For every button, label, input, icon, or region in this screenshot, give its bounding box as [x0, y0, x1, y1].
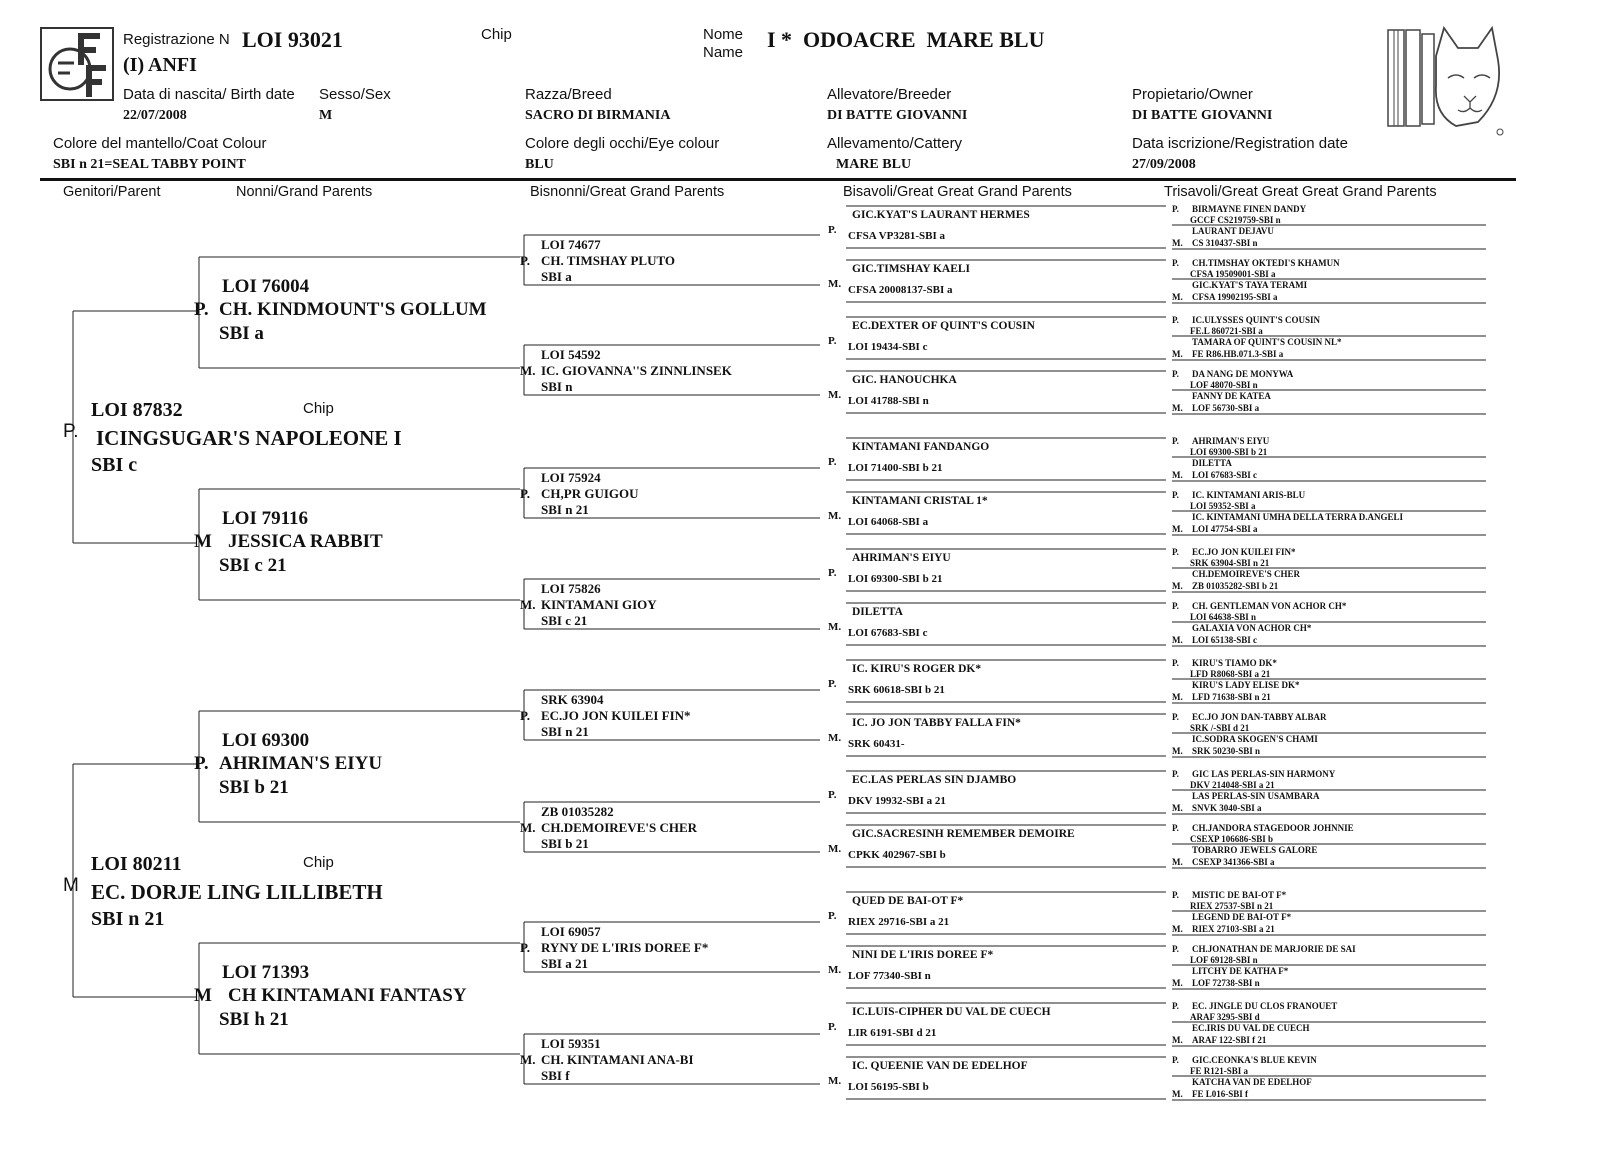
ggggp-dam-code: FE L016-SBI f — [1192, 1089, 1249, 1099]
grandparent-role: P. — [194, 753, 209, 774]
ggggp-dam-name: TAMARA OF QUINT'S COUSIN NL* — [1192, 337, 1342, 347]
ggggp-dam-name: FANNY DE KATEA — [1192, 391, 1271, 401]
cat-name: I * ODOACRE MARE BLU — [767, 27, 1045, 52]
parent-name: ICINGSUGAR'S NAPOLEONE I — [96, 426, 402, 450]
ggggp-sire-name: CH.JONATHAN DE MARJORIE DE SAI — [1192, 944, 1356, 954]
parent-color: SBI n 21 — [91, 908, 165, 930]
ggggp-dam-code: FE R86.HB.071.3-SBI a — [1192, 349, 1284, 359]
gggp-name: GIC.KYAT'S LAURANT HERMES — [852, 209, 1030, 221]
gggp-name: NINI DE L'IRIS DOREE F* — [852, 949, 994, 961]
ggp-reg-number: LOI 59351 — [541, 1036, 601, 1051]
gggp-name: GIC.TIMSHAY KAELI — [852, 263, 971, 275]
ggp-reg-number: SRK 63904 — [541, 692, 604, 707]
grandparent-name: AHRIMAN'S EIYU — [219, 753, 383, 774]
ggggp-sire-name: IC. KINTAMANI ARIS-BLU — [1192, 490, 1306, 500]
ggp-name: CH,PR GUIGOU — [541, 486, 639, 501]
ggggp-dam-role: M. — [1172, 1035, 1183, 1045]
ggggp-sire-code: LOI 69300-SBI b 21 — [1190, 447, 1268, 457]
grandparent-color: SBI b 21 — [219, 777, 289, 798]
ggp-name: EC.JO JON KUILEI FIN* — [541, 708, 691, 723]
parent-name: EC. DORJE LING LILLIBETH — [91, 880, 383, 904]
ggggp-sire-code: FE R121-SBI a — [1190, 1066, 1249, 1076]
ggggp-sire-code: ARAF 3295-SBI d — [1190, 1012, 1260, 1022]
gggp-role: P. — [828, 456, 837, 468]
sex-value: M — [319, 108, 333, 123]
ggggp-dam-role: M. — [1172, 924, 1183, 934]
ggggp-sire-code: LOI 59352-SBI a — [1190, 501, 1256, 511]
ggggp-dam-role: M. — [1172, 746, 1183, 756]
cattery-label: Allevamento/Cattery — [827, 135, 963, 152]
eye-colour-label: Colore degli occhi/Eye colour — [525, 135, 720, 152]
registration-date-label: Data iscrizione/Registration date — [1132, 135, 1348, 152]
gggp-role: M. — [828, 732, 842, 744]
ggggp-sire-name: DA NANG DE MONYWA — [1192, 369, 1294, 379]
ggggp-sire-code: CFSA 19509001-SBI a — [1190, 269, 1276, 279]
owner-label: Propietario/Owner — [1132, 86, 1253, 103]
ggp-reg-number: LOI 69057 — [541, 924, 601, 939]
ggggp-dam-code: SNVK 3040-SBI a — [1192, 803, 1262, 813]
ggp-color: SBI n — [541, 379, 573, 394]
gggp-reg-number: LOI 67683-SBI c — [848, 627, 928, 639]
grandparent-name: JESSICA RABBIT — [228, 531, 383, 552]
gggp-role: P. — [828, 224, 837, 236]
ggggp-dam-role: M. — [1172, 292, 1183, 302]
ggggp-sire-role: P. — [1172, 436, 1179, 446]
ggggp-sire-role: P. — [1172, 712, 1179, 722]
ggggp-sire-role: P. — [1172, 1055, 1179, 1065]
ggggp-dam-code: LOI 47754-SBI a — [1192, 524, 1258, 534]
ggggp-sire-name: GIC LAS PERLAS-SIN HARMONY — [1192, 769, 1336, 779]
grandparent-reg-number: LOI 76004 — [222, 276, 310, 297]
gggp-reg-number: CPKK 402967-SBI b — [848, 849, 946, 861]
ggp-reg-number: LOI 75826 — [541, 581, 601, 596]
gggp-role: P. — [828, 1021, 837, 1033]
name-label-it: Nome — [703, 26, 744, 43]
registration-label: Registrazione N — [123, 31, 230, 48]
ggggp-dam-name: CH.DEMOIREVE'S CHER — [1192, 569, 1301, 579]
gggp-reg-number: LOI 41788-SBI n — [848, 395, 929, 407]
ggggp-dam-name: LEGEND DE BAI-OT F* — [1192, 912, 1292, 922]
birth-date-label: Data di nascita/ Birth date — [123, 86, 295, 103]
coat-colour-value: SBI n 21=SEAL TABBY POINT — [53, 157, 246, 172]
breeder-value: DI BATTE GIOVANNI — [827, 108, 968, 123]
parent-reg-number: LOI 87832 — [91, 399, 183, 421]
ggggp-dam-role: M. — [1172, 403, 1183, 413]
gggp-name: DILETTA — [852, 606, 903, 618]
ggp-color: SBI n 21 — [541, 724, 589, 739]
ggggp-dam-code: CFSA 19902195-SBI a — [1192, 292, 1278, 302]
ggggp-sire-name: AHRIMAN'S EIYU — [1192, 436, 1270, 446]
ggp-color: SBI c 21 — [541, 613, 588, 628]
ggggp-sire-role: P. — [1172, 1001, 1179, 1011]
grandparent-color: SBI h 21 — [219, 1009, 289, 1030]
ggggp-dam-name: DILETTA — [1192, 458, 1232, 468]
owner-value: DI BATTE GIOVANNI — [1132, 108, 1273, 123]
ggp-name: IC. GIOVANNA''S ZINNLINSEK — [541, 363, 732, 378]
ggggp-dam-code: LOF 72738-SBI n — [1192, 978, 1260, 988]
breed-label: Razza/Breed — [525, 86, 612, 103]
gggp-name: GIC. HANOUCHKA — [852, 374, 957, 386]
chip-label: Chip — [481, 26, 512, 43]
ggggp-sire-code: LFD R8068-SBI a 21 — [1190, 669, 1271, 679]
ggggp-sire-code: CSEXP 106686-SBI b — [1190, 834, 1274, 844]
registration-date-value: 27/09/2008 — [1132, 157, 1196, 172]
ggp-reg-number: ZB 01035282 — [541, 804, 614, 819]
ggp-role: M. — [520, 597, 536, 612]
ggggp-dam-role: M. — [1172, 692, 1183, 702]
ggp-name: CH. KINTAMANI ANA-BI — [541, 1052, 694, 1067]
gggp-role: M. — [828, 843, 842, 855]
ggggp-dam-code: SRK 50230-SBI n — [1192, 746, 1261, 756]
ggp-color: SBI n 21 — [541, 502, 589, 517]
gggp-role: M. — [828, 278, 842, 290]
ggggp-sire-code: SRK 63904-SBI n 21 — [1190, 558, 1270, 568]
gggp-reg-number: RIEX 29716-SBI a 21 — [848, 916, 950, 928]
ggggp-sire-name: EC. JINGLE DU CLOS FRANOUET — [1192, 1001, 1338, 1011]
ggp-color: SBI a 21 — [541, 956, 588, 971]
gggp-reg-number: LOI 19434-SBI c — [848, 341, 928, 353]
gggp-name: QUED DE BAI-OT F* — [852, 895, 964, 907]
parent-chip-label: Chip — [303, 854, 334, 871]
ggggp-dam-code: LFD 71638-SBI n 21 — [1192, 692, 1271, 702]
grandparent-color: SBI a — [219, 323, 264, 344]
column-header-parents: Genitori/Parent — [63, 184, 161, 200]
ggggp-dam-name: KATCHA VAN DE EDELHOF — [1192, 1077, 1312, 1087]
ggp-role: P. — [520, 253, 530, 268]
cattery-value: MARE BLU — [836, 157, 912, 172]
registration-sub: (I) ANFI — [123, 54, 197, 76]
grandparent-role: P. — [194, 299, 209, 320]
ggggp-sire-name: CH.JANDORA STAGEDOOR JOHNNIE — [1192, 823, 1354, 833]
gggp-role: P. — [828, 910, 837, 922]
gggp-reg-number: LOI 69300-SBI b 21 — [848, 573, 943, 585]
gggp-role: P. — [828, 678, 837, 690]
ggggp-sire-role: P. — [1172, 601, 1179, 611]
gggp-role: P. — [828, 335, 837, 347]
gggp-name: IC.LUIS-CIPHER DU VAL DE CUECH — [852, 1006, 1051, 1018]
ggp-name: RYNY DE L'IRIS DOREE F* — [541, 940, 709, 955]
ggp-role: M. — [520, 363, 536, 378]
gggp-reg-number: LOF 77340-SBI n — [848, 970, 931, 982]
parent-color: SBI c — [91, 454, 138, 476]
ggp-role: M. — [520, 820, 536, 835]
ggggp-dam-name: LITCHY DE KATHA F* — [1192, 966, 1289, 976]
ggp-name: KINTAMANI GIOY — [541, 597, 657, 612]
ggggp-sire-code: FE.L 860721-SBI a — [1190, 326, 1263, 336]
gggp-role: P. — [828, 567, 837, 579]
ggggp-sire-code: LOF 48070-SBI n — [1190, 380, 1258, 390]
ggp-name: CH.DEMOIREVE'S CHER — [541, 820, 698, 835]
sex-label: Sesso/Sex — [319, 86, 391, 103]
grandparent-color: SBI c 21 — [219, 555, 287, 576]
ggggp-dam-role: M. — [1172, 524, 1183, 534]
ggggp-dam-name: GALAXIA VON ACHOR CH* — [1192, 623, 1312, 633]
ggp-color: SBI f — [541, 1068, 570, 1083]
ggp-role: P. — [520, 708, 530, 723]
ggggp-sire-name: KIRU'S TIAMO DK* — [1192, 658, 1277, 668]
gggp-name: IC. JO JON TABBY FALLA FIN* — [852, 717, 1021, 729]
name-label-en: Name — [703, 44, 744, 61]
ggggp-dam-role: M. — [1172, 238, 1183, 248]
gggp-reg-number: SRK 60431- — [848, 738, 905, 750]
gggp-role: M. — [828, 1075, 842, 1087]
gggp-name: AHRIMAN'S EIYU — [852, 552, 951, 564]
gggp-name: IC. QUEENIE VAN DE EDELHOF — [852, 1060, 1028, 1072]
gggp-reg-number: LIR 6191-SBI d 21 — [848, 1027, 937, 1039]
ggggp-sire-code: SRK /-SBI d 21 — [1190, 723, 1250, 733]
gggp-name: EC.DEXTER OF QUINT'S COUSIN — [852, 320, 1035, 332]
ggggp-sire-code: LOI 64638-SBI n — [1190, 612, 1257, 622]
ggggp-sire-role: P. — [1172, 258, 1179, 268]
ggp-role: P. — [520, 940, 530, 955]
column-header-great-grandparents: Bisnonni/Great Grand Parents — [530, 184, 725, 200]
ggggp-sire-name: GIC.CEONKA'S BLUE KEVIN — [1192, 1055, 1317, 1065]
ggggp-dam-code: ARAF 122-SBI f 21 — [1192, 1035, 1267, 1045]
gggp-role: M. — [828, 510, 842, 522]
ggggp-sire-role: P. — [1172, 890, 1179, 900]
ggggp-sire-role: P. — [1172, 490, 1179, 500]
ggggp-sire-name: EC.JO JON DAN-TABBY ALBAR — [1192, 712, 1327, 722]
ggggp-sire-name: MISTIC DE BAI-OT F* — [1192, 890, 1287, 900]
ggggp-sire-role: P. — [1172, 769, 1179, 779]
birth-date-value: 22/07/2008 — [123, 108, 187, 123]
ggggp-dam-code: CSEXP 341366-SBI a — [1192, 857, 1275, 867]
ggp-color: SBI b 21 — [541, 836, 589, 851]
ggp-name: CH. TIMSHAY PLUTO — [541, 253, 676, 268]
ggggp-sire-name: EC.JO JON KUILEI FIN* — [1192, 547, 1296, 557]
grandparent-name: CH KINTAMANI FANTASY — [228, 985, 467, 1006]
ggggp-dam-name: KIRU'S LADY ELISE DK* — [1192, 680, 1300, 690]
grandparent-reg-number: LOI 69300 — [222, 730, 310, 751]
ggggp-sire-code: LOF 69128-SBI n — [1190, 955, 1258, 965]
ggggp-dam-role: M. — [1172, 1089, 1183, 1099]
ggggp-dam-name: TOBARRO JEWELS GALORE — [1192, 845, 1318, 855]
ggggp-dam-name: LAURANT DEJAVU — [1192, 226, 1274, 236]
coat-colour-label: Colore del mantello/Coat Colour — [53, 135, 267, 152]
ggggp-sire-role: P. — [1172, 944, 1179, 954]
gggp-reg-number: LOI 56195-SBI b — [848, 1081, 929, 1093]
gggp-name: IC. KIRU'S ROGER DK* — [852, 663, 982, 675]
grandparent-role: M — [194, 985, 212, 1006]
ggggp-sire-name: IC.ULYSSES QUINT'S COUSIN — [1192, 315, 1320, 325]
gggp-role: P. — [828, 789, 837, 801]
grandparent-reg-number: LOI 71393 — [222, 962, 310, 983]
gggp-name: GIC.SACRESINH REMEMBER DEMOIRE — [852, 828, 1075, 840]
ggggp-dam-code: LOF 56730-SBI a — [1192, 403, 1260, 413]
parent-role: M — [63, 875, 79, 896]
gggp-reg-number: SRK 60618-SBI b 21 — [848, 684, 945, 696]
ggggp-dam-role: M. — [1172, 581, 1183, 591]
ggggp-dam-name: GIC.KYAT'S TAYA TERAMI — [1192, 280, 1308, 290]
ggggp-dam-code: LOI 65138-SBI c — [1192, 635, 1258, 645]
ggp-reg-number: LOI 54592 — [541, 347, 601, 362]
gggp-role: M. — [828, 621, 842, 633]
ggggp-dam-role: M. — [1172, 803, 1183, 813]
gggp-name: KINTAMANI FANDANGO — [852, 441, 990, 453]
parent-reg-number: LOI 80211 — [91, 853, 182, 875]
grandparent-name: CH. KINDMOUNT'S GOLLUM — [219, 299, 487, 320]
gggp-name: KINTAMANI CRISTAL 1* — [852, 495, 988, 507]
gggp-reg-number: DKV 19932-SBI a 21 — [848, 795, 946, 807]
gggp-role: M. — [828, 389, 842, 401]
ggggp-dam-role: M. — [1172, 635, 1183, 645]
ggggp-sire-role: P. — [1172, 315, 1179, 325]
ggggp-sire-code: GCCF CS219759-SBI n — [1190, 215, 1281, 225]
ggggp-dam-name: LAS PERLAS-SIN USAMBARA — [1192, 791, 1320, 801]
column-header-gg-grandparents: Bisavoli/Great Great Grand Parents — [843, 184, 1072, 200]
parent-role: P. — [63, 421, 79, 442]
gggp-reg-number: CFSA VP3281-SBI a — [848, 230, 945, 242]
ggggp-sire-name: BIRMAYNE FINEN DANDY — [1192, 204, 1307, 214]
gggp-name: EC.LAS PERLAS SIN DJAMBO — [852, 774, 1017, 786]
ggp-role: P. — [520, 486, 530, 501]
gggp-reg-number: LOI 64068-SBI a — [848, 516, 929, 528]
ggggp-dam-role: M. — [1172, 978, 1183, 988]
ggggp-dam-code: LOI 67683-SBI c — [1192, 470, 1258, 480]
grandparent-reg-number: LOI 79116 — [222, 508, 309, 529]
ggggp-dam-code: CS 310437-SBI n — [1192, 238, 1258, 248]
column-header-ggg-grandparents: Trisavoli/Great Great Great Grand Parents — [1164, 184, 1437, 200]
gggp-reg-number: CFSA 20008137-SBI a — [848, 284, 953, 296]
grandparent-role: M — [194, 531, 212, 552]
ggggp-dam-code: RIEX 27103-SBI a 21 — [1192, 924, 1275, 934]
breed-value: SACRO DI BIRMANIA — [525, 108, 671, 123]
column-header-grandparents: Nonni/Grand Parents — [236, 184, 373, 200]
ggggp-sire-role: P. — [1172, 823, 1179, 833]
ggggp-dam-role: M. — [1172, 857, 1183, 867]
ggp-reg-number: LOI 75924 — [541, 470, 601, 485]
ggggp-dam-name: EC.IRIS DU VAL DE CUECH — [1192, 1023, 1310, 1033]
ggggp-dam-name: IC.SODRA SKOGEN'S CHAMI — [1192, 734, 1318, 744]
eye-colour-value: BLU — [525, 157, 554, 172]
ggggp-sire-role: P. — [1172, 369, 1179, 379]
registration-number: LOI 93021 — [242, 27, 343, 52]
ggp-color: SBI a — [541, 269, 572, 284]
ggggp-sire-role: P. — [1172, 658, 1179, 668]
gggp-role: M. — [828, 964, 842, 976]
ggggp-sire-name: CH.TIMSHAY OKTEDI'S KHAMUN — [1192, 258, 1340, 268]
breeder-label: Allevatore/Breeder — [827, 86, 952, 103]
ggggp-dam-role: M. — [1172, 349, 1183, 359]
ggggp-dam-name: IC. KINTAMANI UMHA DELLA TERRA D.ANGELI — [1192, 512, 1403, 522]
gggp-reg-number: LOI 71400-SBI b 21 — [848, 462, 943, 474]
ggggp-sire-role: P. — [1172, 204, 1179, 214]
ggggp-sire-code: DKV 214048-SBI a 21 — [1190, 780, 1275, 790]
ggggp-dam-role: M. — [1172, 470, 1183, 480]
ggggp-sire-role: P. — [1172, 547, 1179, 557]
ggggp-sire-name: CH. GENTLEMAN VON ACHOR CH* — [1192, 601, 1347, 611]
ggp-reg-number: LOI 74677 — [541, 237, 601, 252]
ggggp-dam-code: ZB 01035282-SBI b 21 — [1192, 581, 1279, 591]
ggp-role: M. — [520, 1052, 536, 1067]
ggggp-sire-code: RIEX 27537-SBI n 21 — [1190, 901, 1274, 911]
parent-chip-label: Chip — [303, 400, 334, 417]
